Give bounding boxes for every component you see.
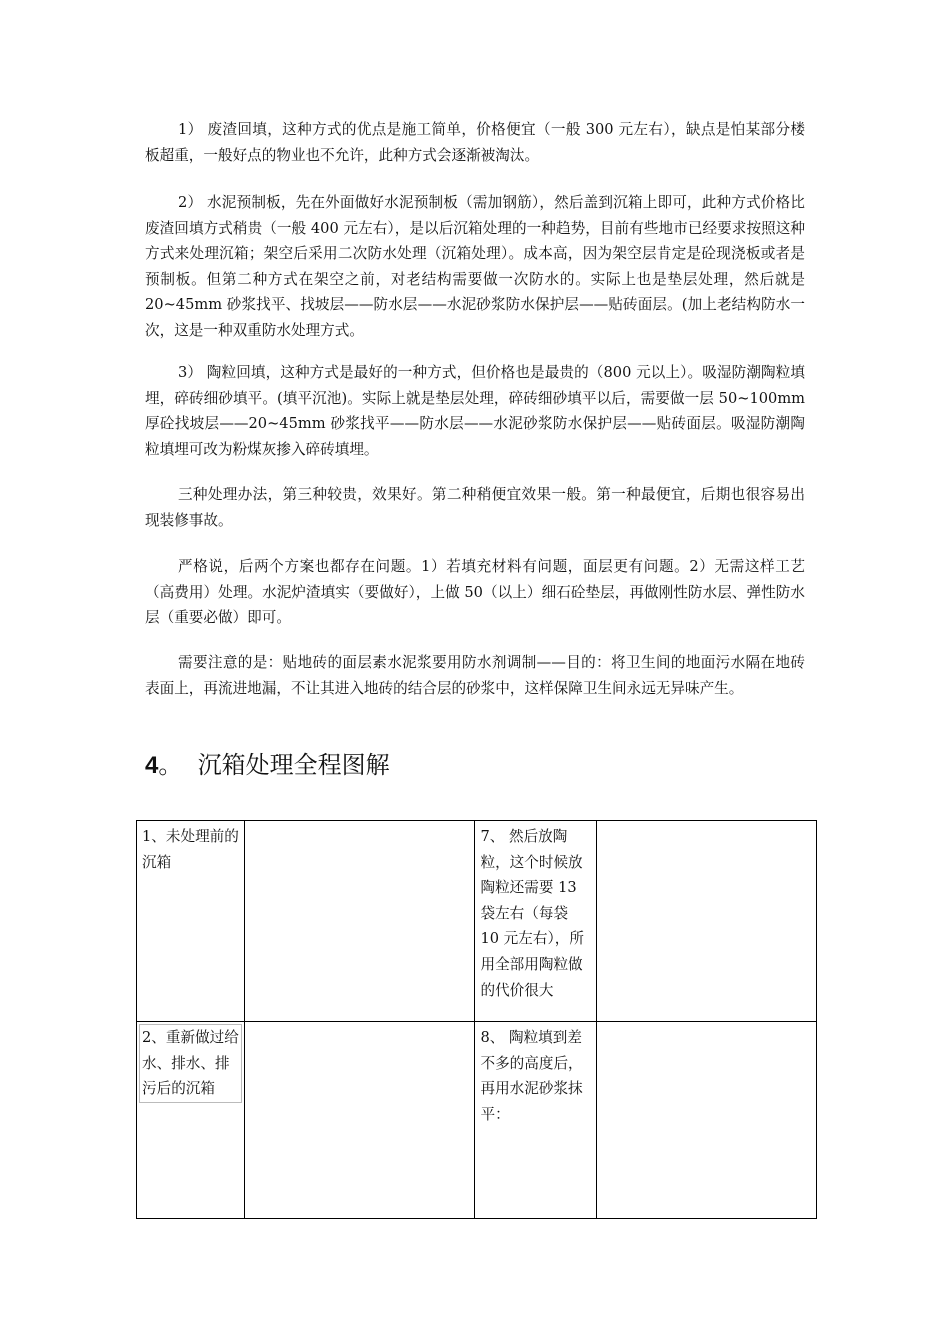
- caption-text: 1、未处理前的沉箱: [142, 828, 239, 871]
- section-title: 沉箱处理全程图解: [197, 751, 390, 779]
- paragraph-comparison: 三种处理办法，第三种较贵，效果好。第二种稍便宜效果一般。第一种最便宜，后期也很容易出现装修事故。: [145, 486, 805, 529]
- image-cell: [245, 1022, 475, 1219]
- caption-cell: [475, 1022, 597, 1219]
- caption-text: 2、重新做过给水、排水、排污后的沉箱: [139, 1024, 242, 1103]
- paragraph-option-3: 3） 陶粒回填，这种方式是最好的一种方式，但价格也是最贵的（800 元以上）。吸湿防潮陶粒填埋，碎砖细砂填平。(填平沉池)。实际上就是垫层处理，碎砖细砂填平以后，需要做一层 50~100mm 厚砼找坡层——20~45mm 砂浆找平——防水层——水泥砂浆防水保护层——贴砖面层。吸湿防潮陶粒填埋可改为粉煤灰掺入碎砖填埋。: [145, 364, 805, 458]
- paragraph-option-1: 1） 废渣回填，这种方式的优点是施工简单，价格便宜（一般 300 元左右），缺点是怕某部分楼板超重，一般好点的物业也不允许，此种方式会逐渐被淘汰。: [145, 121, 805, 164]
- image-cell: [597, 1022, 817, 1219]
- paragraph-option-2: 2） 水泥预制板，先在外面做好水泥预制板（需加钢筋），然后盖到沉箱上即可，此种方式价格比废渣回填方式稍贵（一般 400 元左右），是以后沉箱处理的一种趋势，目前有些地市已经要求按照这种方式来处理沉箱；架空后采用二次防水处理（沉箱处理）。成本高，因为架空层肯定是砼现浇板或者是预制板。但第二种方式在架空之前，对老结构需要做一次防水的。实际上也是垫层处理，然后就是 20~45mm 砂浆找平、找坡层——防水层——水泥砂浆防水保护层——贴砖面层。(加上老结构防水一次，这是一种双重防水处理方式。: [145, 194, 805, 339]
- caption-text: 7、 然后放陶粒，这个时候放陶粒还需要 13 袋左右（每袋 10 元左右），所用全部用陶粒做的代价很大: [480, 828, 584, 999]
- image-cell: [245, 821, 475, 1022]
- table-row: [137, 1022, 817, 1219]
- paragraph-caveats: 严格说，后两个方案也都存在问题。1）若填充材料有问题，面层更有问题。2）无需这样工艺（高费用）处理。水泥炉渣填实（要做好），上做 50（以上）细石砼垫层，再做刚性防水层、弹性防水层（重要必做）即可。: [145, 558, 805, 627]
- section-heading: [145, 748, 390, 783]
- caption-text: 8、 陶粒填到差不多的高度后，再用水泥砂浆抹平：: [480, 1029, 583, 1123]
- illustration-table: [136, 820, 817, 1219]
- caption-cell: [137, 1022, 245, 1219]
- caption-cell: [137, 821, 245, 1022]
- image-cell: [597, 821, 817, 1022]
- section-number: 4: [145, 752, 159, 779]
- caption-cell: [475, 821, 597, 1022]
- paragraph-notice: 需要注意的是：贴地砖的面层素水泥浆要用防水剂调制——目的：将卫生间的地面污水隔在地砖表面上，再流进地漏，不让其进入地砖的结合层的砂浆中，这样保障卫生间永远无异味产生。: [145, 654, 805, 697]
- table-row: [137, 821, 817, 1022]
- section-separator: 。: [158, 751, 183, 779]
